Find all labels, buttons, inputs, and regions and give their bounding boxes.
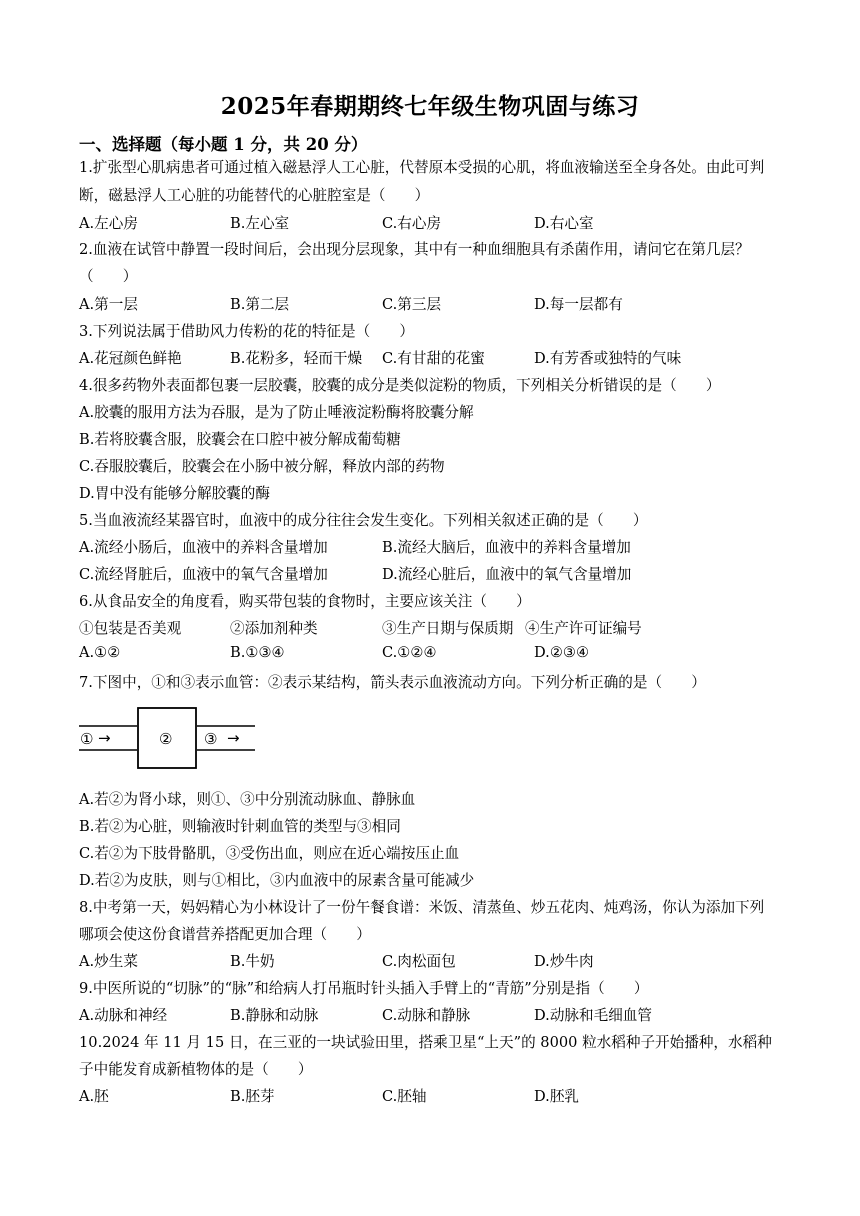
option-c: C.右心房 bbox=[382, 215, 442, 232]
option-c: C.有甘甜的花蜜 bbox=[382, 350, 485, 367]
question-1-options bbox=[79, 212, 779, 234]
item-3: ③生产日期与保质期 bbox=[382, 620, 514, 637]
option-b: B.①③④ bbox=[230, 644, 285, 661]
option-d: D.每一层都有 bbox=[534, 296, 623, 313]
option-d: D.②③④ bbox=[534, 644, 590, 661]
option-b: B.牛奶 bbox=[230, 953, 275, 970]
flow-arrow-icon: → bbox=[98, 729, 111, 747]
option-b: B.流经大脑后，血液中的养料含量增加 bbox=[382, 539, 631, 556]
option-a: A.第一层 bbox=[79, 296, 138, 313]
question-1-text: 1.扩张型心肌病患者可通过植入磁悬浮人工心脏，代替原本受损的心肌，将血液输送至全身各处。由此可判 bbox=[79, 159, 765, 176]
question-10-text: 子中能发育成新植物体的是（ ） bbox=[79, 1061, 313, 1078]
blood-flow-diagram bbox=[79, 707, 259, 777]
option-d: D.有芳香或独特的气味 bbox=[534, 350, 682, 367]
option-d: D.若②为皮肤，则与①相比，③内血液中的尿素含量可能减少 bbox=[79, 872, 475, 889]
option-a: A.胚 bbox=[79, 1088, 109, 1105]
question-1-text: 断，磁悬浮人工心脏的功能替代的心脏腔室是（ ） bbox=[79, 187, 430, 204]
question-6-text: 6.从食品安全的角度看，购买带包装的食物时，主要应该关注（ ） bbox=[79, 593, 531, 610]
option-a: A.动脉和神经 bbox=[79, 1007, 168, 1024]
option-c: C.胚轴 bbox=[382, 1088, 427, 1105]
question-5-text: 5.当血液流经某器官时，血液中的成分往往会发生变化。下列相关叙述正确的是（ ） bbox=[79, 512, 648, 529]
option-c: C.第三层 bbox=[382, 296, 442, 313]
vessel-1-label: ① bbox=[80, 730, 94, 748]
flow-arrow-icon: → bbox=[227, 729, 240, 747]
item-4: ④生产许可证编号 bbox=[525, 620, 642, 637]
option-a: A.左心房 bbox=[79, 215, 138, 232]
option-a: A.花冠颜色鲜艳 bbox=[79, 350, 182, 367]
question-9-text: 9.中医所说的“切脉”的“脉”和给病人打吊瓶时针头插入手臂上的“青筋”分别是指（ ） bbox=[79, 980, 649, 997]
option-d: D.右心室 bbox=[534, 215, 594, 232]
section-heading: 一、选择题（每小题 1 分，共 20 分） bbox=[79, 135, 368, 154]
question-2-text: （ ） bbox=[79, 268, 138, 285]
option-d: D.流经心脏后，血液中的氧气含量增加 bbox=[382, 566, 632, 583]
option-b: B.静脉和动脉 bbox=[230, 1007, 319, 1024]
option-c: C.流经肾脏后，血液中的氧气含量增加 bbox=[79, 566, 328, 583]
question-10-text: 10.2024 年 11 月 15 日，在三亚的一块试验田里，搭乘卫星“上天”的 8000 粒水稻种子开始播种，水稻种 bbox=[79, 1034, 772, 1051]
option-b: B.左心室 bbox=[230, 215, 290, 232]
structure-2-label: ② bbox=[159, 730, 173, 748]
option-a: A.若②为肾小球，则①、③中分别流动脉血、静脉血 bbox=[79, 791, 416, 808]
option-b: B.花粉多，轻而干燥 bbox=[230, 350, 363, 367]
option-a: A.炒生菜 bbox=[79, 953, 138, 970]
question-10-options bbox=[79, 1085, 779, 1107]
question-6-items bbox=[79, 617, 779, 639]
question-3-text: 3.下列说法属于借助风力传粉的花的特征是（ ） bbox=[79, 323, 414, 340]
question-5-options-row1 bbox=[79, 536, 779, 558]
option-d: D.胚乳 bbox=[534, 1088, 580, 1105]
option-c: C.①②④ bbox=[382, 644, 437, 661]
option-d: D.动脉和毛细血管 bbox=[534, 1007, 652, 1024]
option-c: C.吞服胶囊后，胶囊会在小肠中被分解，释放内部的药物 bbox=[79, 458, 445, 475]
question-2-options bbox=[79, 293, 779, 315]
question-2-text: 2.血液在试管中静置一段时间后，会出现分层现象，其中有一种血细胞具有杀菌作用，请问它在第几层？ bbox=[79, 241, 750, 258]
question-5-options-row2 bbox=[79, 563, 779, 585]
question-8-text: 8.中考第一天，妈妈精心为小林设计了一份午餐食谱：米饭、清蒸鱼、炒五花肉、炖鸡汤，你认为添加下列 bbox=[79, 899, 765, 916]
question-6-options bbox=[79, 644, 779, 666]
option-c: C.肉松面包 bbox=[382, 953, 456, 970]
question-3-options bbox=[79, 347, 779, 369]
question-8-options bbox=[79, 950, 779, 972]
option-a: A.①② bbox=[79, 644, 121, 661]
option-c: C.动脉和静脉 bbox=[382, 1007, 471, 1024]
option-a: A.流经小肠后，血液中的养料含量增加 bbox=[79, 539, 328, 556]
vessel-3-label: ③ bbox=[204, 730, 218, 748]
option-b: B.胚芽 bbox=[230, 1088, 275, 1105]
option-d: D.炒牛肉 bbox=[534, 953, 594, 970]
option-c: C.若②为下肢骨骼肌，③受伤出血，则应在近心端按压止血 bbox=[79, 845, 460, 862]
option-a: A.胶囊的服用方法为吞服，是为了防止唾液淀粉酶将胶囊分解 bbox=[79, 404, 474, 421]
option-b: B.若将胶囊含服，胶囊会在口腔中被分解成葡萄糖 bbox=[79, 431, 401, 448]
question-8-text: 哪项会使这份食谱营养搭配更加合理（ ） bbox=[79, 926, 371, 943]
option-d: D.胃中没有能够分解胶囊的酶 bbox=[79, 485, 270, 502]
question-7-text: 7.下图中，①和③表示血管：②表示某结构，箭头表示血液流动方向。下列分析正确的是（ ） bbox=[79, 674, 706, 691]
question-9-options bbox=[79, 1004, 779, 1026]
question-4-text: 4.很多药物外表面都包裹一层胶囊，胶囊的成分是类似淀粉的物质，下列相关分析错误的是（ ） bbox=[79, 377, 721, 394]
page-title: 2025年春期期终七年级生物巩固与练习 bbox=[220, 93, 640, 120]
option-b: B.若②为心脏，则输液时针刺血管的类型与③相同 bbox=[79, 818, 401, 835]
item-1: ①包装是否美观 bbox=[79, 620, 182, 637]
item-2: ②添加剂种类 bbox=[230, 620, 318, 637]
option-b: B.第二层 bbox=[230, 296, 290, 313]
